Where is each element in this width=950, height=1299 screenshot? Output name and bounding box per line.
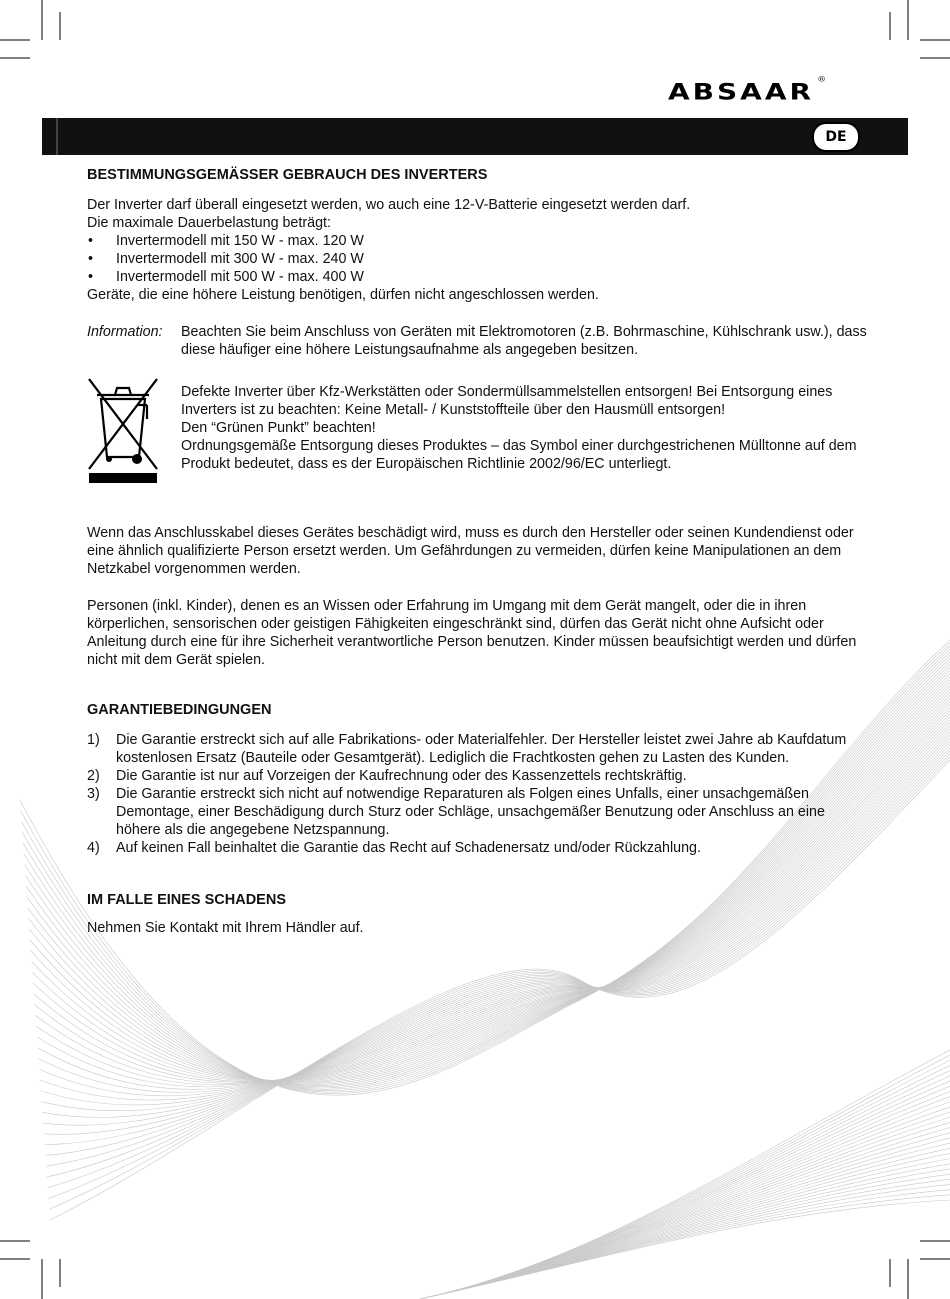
- list-item: • Invertermodell mit 300 W - max. 240 W: [88, 251, 364, 267]
- damage-heading: IM FALLE EINES SCHADENS: [87, 892, 286, 908]
- list-item: 1) Die Garantie erstreckt sich auf alle Fabrikations- oder Materialfehler. Der Hersteller leistet zwei Jahre ab Kaufdatum kostenlosen Ersatz (Bauteile oder Gesamtgerät). Lediglich die Frachtkosten gehen zu Lasten des Kunden.: [87, 732, 847, 766]
- disposal-text-1: Defekte Inverter über Kfz-Werkstätten oder Sondermüllsammelstellen entsorgen! Bei Entsorgung eines Inverters ist zu beachten: Keine Metall- / Kunststoffteile über den Hausmüll entsorgen!: [181, 384, 833, 418]
- list-item: 3) Die Garantie erstreckt sich nicht auf notwendige Reparaturen als Folgen eines Unfalls, einer unsachgemäßen Demontage, einer Beschädigung durch Sturz oder Schläge, unsachgemäßer Benutzung oder Anschluss an eine höhere als die angegebene Netzspannung.: [87, 786, 825, 838]
- list-item: 4) Auf keinen Fall beinhaltet die Garantie das Recht auf Schadenersatz und/oder Rückzahlung.: [87, 840, 701, 856]
- usage-intro-1: Der Inverter darf überall eingesetzt werden, wo auch eine 12-V-Batterie eingesetzt werden darf.: [87, 197, 691, 213]
- damage-text: Nehmen Sie Kontakt mit Ihrem Händler auf.: [87, 920, 364, 936]
- cable-paragraph: Wenn das Anschlusskabel dieses Gerätes beschädigt wird, muss es durch den Hersteller oder seinen Kundendienst oder eine ähnlich qualifizierte Person ersetzt werden. Um Gefährdungen zu vermeiden, dürfen keine Manipulationen an dem Netzkabel vorgenommen werden.: [87, 525, 854, 577]
- disposal-section: [87, 359, 867, 492]
- usage-note: Geräte, die eine höhere Leistung benötigen, dürfen nicht angeschlossen werden.: [87, 287, 599, 303]
- crossed-out-wheelie-bin-icon: [87, 359, 181, 492]
- warranty-list: [87, 731, 867, 857]
- information-label: Information:: [87, 324, 163, 340]
- list-item: • Invertermodell mit 150 W - max. 120 W: [88, 233, 364, 249]
- usage-intro-2: Die maximale Dauerbelastung beträgt:: [87, 215, 331, 231]
- information-note: [87, 323, 867, 359]
- registered-mark: ®: [817, 75, 827, 84]
- usage-heading: BESTIMMUNGSGEMÄSSER GEBRAUCH DES INVERTERS: [87, 167, 488, 183]
- language-badge: DE: [812, 122, 860, 152]
- warranty-heading: GARANTIEBEDINGUNGEN: [87, 702, 272, 718]
- model-list: [87, 232, 867, 286]
- list-item: • Invertermodell mit 500 W - max. 400 W: [88, 269, 364, 285]
- persons-paragraph: Personen (inkl. Kinder), denen es an Wissen oder Erfahrung im Umgang mit dem Gerät mangelt, oder die in ihren körperlichen, sensorischen oder geistigen Fähigkeiten eingeschränkt sind, dürfen das Gerät nicht ohne Aufsicht oder Anleitung durch eine für ihre Sicherheit verantwortliche Person benutzen. Kinder müssen beaufsichtigt werden und dürfen nicht mit dem Gerät spielen.: [87, 598, 857, 668]
- header-band: [42, 118, 908, 155]
- brand-logo: ABSAAR ®: [668, 75, 827, 105]
- information-text: Beachten Sie beim Anschluss von Geräten mit Elektromotoren (z.B. Bohrmaschine, Kühlschrank usw.), dass diese häufiger eine höhere Leistungsaufnahme als angegeben besitzen.: [181, 324, 867, 358]
- disposal-text-3: Ordnungsgemäße Entsorgung dieses Produktes – das Symbol einer durchgestrichenen Mülltonne auf dem Produkt bedeutet, dass es der Europäischen Richtlinie 2002/96/EC unterliegt.: [181, 438, 857, 472]
- document-content: [87, 166, 867, 937]
- disposal-text-2: Den “Grünen Punkt” beachten!: [181, 420, 376, 436]
- list-item: 2) Die Garantie ist nur auf Vorzeigen der Kaufrechnung oder des Kassenzettels rechtskräftig.: [87, 768, 687, 784]
